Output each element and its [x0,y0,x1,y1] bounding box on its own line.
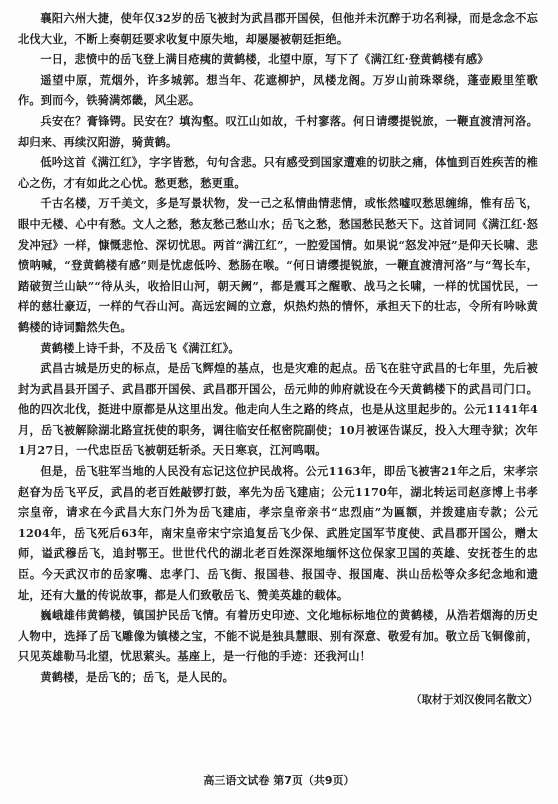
paragraph-wuchang-history: 武昌古城是历史的标点，是岳飞辉煌的基点，也是灾难的起点。岳飞在驻守武昌的七年里，先后被封为武昌县开国子、武昌郡开国侯、武昌郡开国公，岳元帅的帅府就设在今天黄鹤楼下的武昌司门口。他的四次北伐，挺进中原都是从这里出发。他走向人生之路的终点，也是从这里起步的。公元1141年4月，岳飞被解除湖北路宣抚使的职务，调往临安任枢密院副使；10月被诬告谋反，投入大理寺狱；次年1月27日，一代忠臣岳飞被朝廷斩杀。天日寒哀，江河鸣咽。 [18,361,538,458]
paragraph-conclusion: 黄鹤楼，是岳飞的；岳飞，是人民的。 [40,670,234,684]
paragraph-couplet: 黄鹤楼上诗千卦，不及岳飞《满江红》。 [40,340,240,355]
paragraph-poem-comment: 低吟这首《满江红》，字字皆愁，句句含悲。只有感受到国家遭难的切肤之痛，体恤到百姓疾苦的椎心之伤，才有如此之心忧。愁更愁，愁更重。 [18,155,538,190]
paragraph-statue: 巍峨雄伟黄鹤楼，镇国护民岳飞情。有着历史印迹、文化地标标地位的黄鹤楼，从浩若烟海的历史人物中，选择了岳飞雕像为镇楼之宝，不能不说是独具慧眼、别有深意、敬爱有加。敬立岳飞铜像前，只见英雄勒马北望，忧思萦头。基座上，是一行他的手迹：还我河山！ [18,608,538,664]
paragraph-remembrance: 但是，岳飞驻军当地的人民没有忘记这位护民战将。公元1163年，即岳飞被害21年之后，宋孝宗赵眘为岳飞平反，武昌的老百姓敲锣打鼓，率先为岳飞建庙；公元1170年，湖北转运司赵彦博上书孝宗皇帝，请求在今武昌大东门外为岳飞建庙，孝宗皇帝亲书“忠烈庙”为匾额，并拨建庙专款；公元1204年，岳飞死后63年，南宋皇帝宋宁宗追复岳飞少保、武胜定国军节度使、武昌郡开国公，赠太师，谥武穆岳飞，追封鄂王。世世代代的湖北老百姓深深地缅怀这位保家卫国的英雄、安抚苍生的忠臣。今天武汉市的岳家嘴、忠孝门、岳飞街、报国巷、报国寺、报国庵、洪山岳松等众多纪念地和遗址，还有大量的传说故事，都是人们致敬岳飞、赞美英雄的载体。 [18,464,538,602]
poem-stanza-1: 遥望中原，荒烟外，许多城郭。想当年、花遮柳护，凤楼龙阁。万岁山前珠翠绕，蓬壶殿里笙歌作。到而今，铁骑满郊畿，风尘恶。 [18,72,538,108]
source-citation: （取材于刘汉俊同名散文） [410,693,538,706]
paragraph-climb-tower: 一日，悲愤中的岳飞登上满目疮痍的黄鹤楼，北望中原，写下了《满江红·登黄鹤楼有感》 [40,52,489,67]
page-footer: 高三语文试卷 第7页（共9页） [203,774,355,787]
poem-stanza-2: 兵安在？膏锋锷。民安在？填沟壑。叹江山如故，千村寥落。何日请缨提锐旅，一鞭直渡清河洛。却归来、再续汉阳游，骑黄鹤。 [18,113,538,149]
essay-body [18,8,538,710]
paragraph-intro: 襄阳六州大捷，使年仅32岁的岳飞被封为武昌郡开国侯，但他并未沉醉于功名利禄，而是念念不忘北伐大业，不断上奏朝廷要求收复中原失地，却屡屡被朝廷拒绝。 [18,11,538,46]
paragraph-comparison: 千古名楼，万千美文，多是写景状物，发一己之私情曲情悲情，或怅然嘘叹愁思缠绵，惟有岳飞，眼中无楼、心中有愁。文人之愁，愁友愁己愁山水；岳飞之愁，愁国愁民愁天下。这首词同《满江红·怒发冲冠》一样，慷慨悲怆、深切忧思。两首“满江红”，一腔爱国情。如果说“怒发冲冠”是仰天长啸、悲愤呐喊，“登黄鹤楼有感”则是忧虑低吟、愁肠在喉。“何日请缨提锐旅，一鞭直渡清河洛”与“驾长车，踏破贺兰山缺”“待从头，收拾旧山河，朝天阙”，都是震耳之醒歌、战马之长啸，一样的忧国忧民，一样的慈壮豪迈，一样的气吞山河。高远宏阔的立意，炽热灼热的情怀，承担天下的壮志，令所有吟咏黄鹤楼的诗词黯然失色。 [18,196,538,334]
